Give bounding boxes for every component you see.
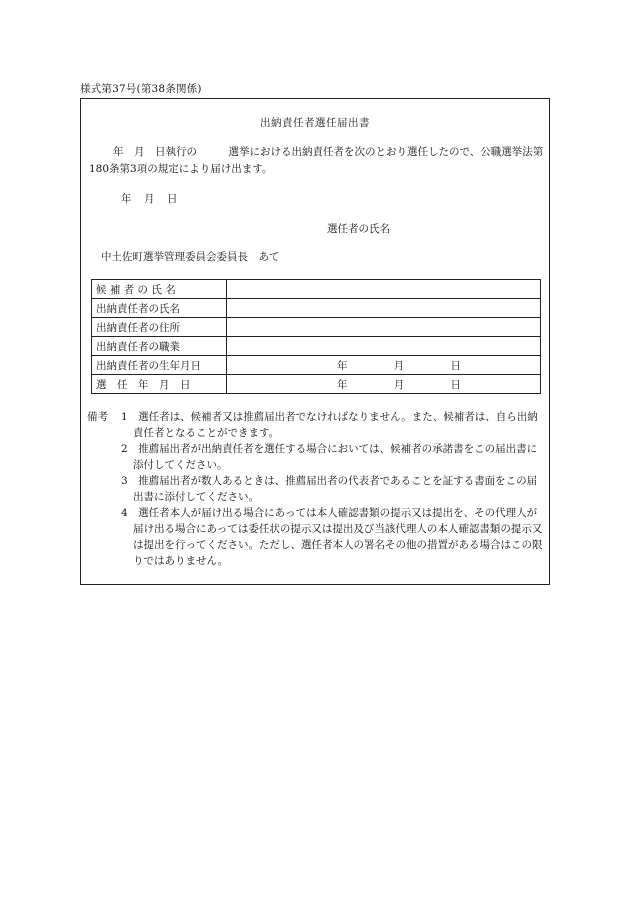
month-unit: 月 — [393, 378, 405, 391]
day-unit: 日 — [450, 378, 461, 391]
treasurer-address-label: 出納責任者の住所 — [92, 318, 227, 337]
candidate-name-field[interactable] — [227, 280, 541, 299]
year-unit: 年 — [337, 378, 348, 391]
note-item: 4 選任者本人が届け出る場合にあっては本人確認書類の提示又は提出を、その代理人が届け出る場合にあっては委任状の提示又は提出及び当該代理人の本人確認書類の提示又は提出を行ってください。ただし、選任者本人の署名その他の措置がある場合はこの限りではありません。 — [121, 507, 543, 567]
submission-date: 年 月 日 — [121, 193, 179, 205]
table-row — [92, 299, 541, 318]
table-row — [92, 375, 541, 394]
appointment-date-field[interactable] — [227, 375, 541, 394]
table-row — [92, 318, 541, 337]
addressee: 中土佐町選挙管理委員会委員長 あて — [101, 251, 280, 263]
candidate-name-label: 候 補 者 の 氏 名 — [92, 280, 227, 299]
treasurer-name-field[interactable] — [227, 299, 541, 318]
note-item: 2 推薦届出者が出納責任者を選任する場合においては、候補者の承諾書をこの届出書に添付してください。 — [121, 443, 538, 471]
body-text — [89, 144, 545, 178]
date-parts — [337, 377, 461, 392]
treasurer-birthdate-field[interactable] — [227, 356, 541, 375]
date-parts — [337, 358, 461, 373]
appointer-name-label: 選任者の氏名 — [327, 223, 390, 235]
table-row — [92, 356, 541, 375]
treasurer-occupation-label: 出納責任者の職業 — [92, 337, 227, 356]
table-row — [92, 337, 541, 356]
treasurer-address-field[interactable] — [227, 318, 541, 337]
notes-heading: 備考 — [87, 411, 108, 423]
treasurer-name-label: 出納責任者の氏名 — [92, 299, 227, 318]
body-paragraph: 年 月 日執行の 選挙における出納責任者を次のとおり選任したので、公職選挙法第180条第3項の規定により届け出ます。 — [89, 146, 544, 175]
notes-section — [87, 409, 547, 569]
day-unit: 日 — [450, 359, 461, 372]
appointment-date-label: 選 任 年 月 日 — [92, 375, 227, 394]
info-table — [91, 279, 541, 394]
year-unit: 年 — [337, 359, 348, 372]
note-item: 1 選任者は、候補者又は推薦届出者でなければなりません。また、候補者は、自ら出納責任者となることができます。 — [121, 411, 538, 439]
form-title: 出納責任者選任届出書 — [260, 117, 370, 129]
month-unit: 月 — [393, 359, 405, 372]
table-row — [92, 280, 541, 299]
note-item: 3 推薦届出者が数人あるときは、推薦届出者の代表者であることを証する書面をこの届出書に添付してください。 — [121, 475, 538, 503]
treasurer-birthdate-label: 出納責任者の生年月日 — [92, 356, 227, 375]
form-frame — [80, 98, 550, 585]
form-number: 様式第37号(第38条関係) — [80, 83, 202, 95]
treasurer-occupation-field[interactable] — [227, 337, 541, 356]
